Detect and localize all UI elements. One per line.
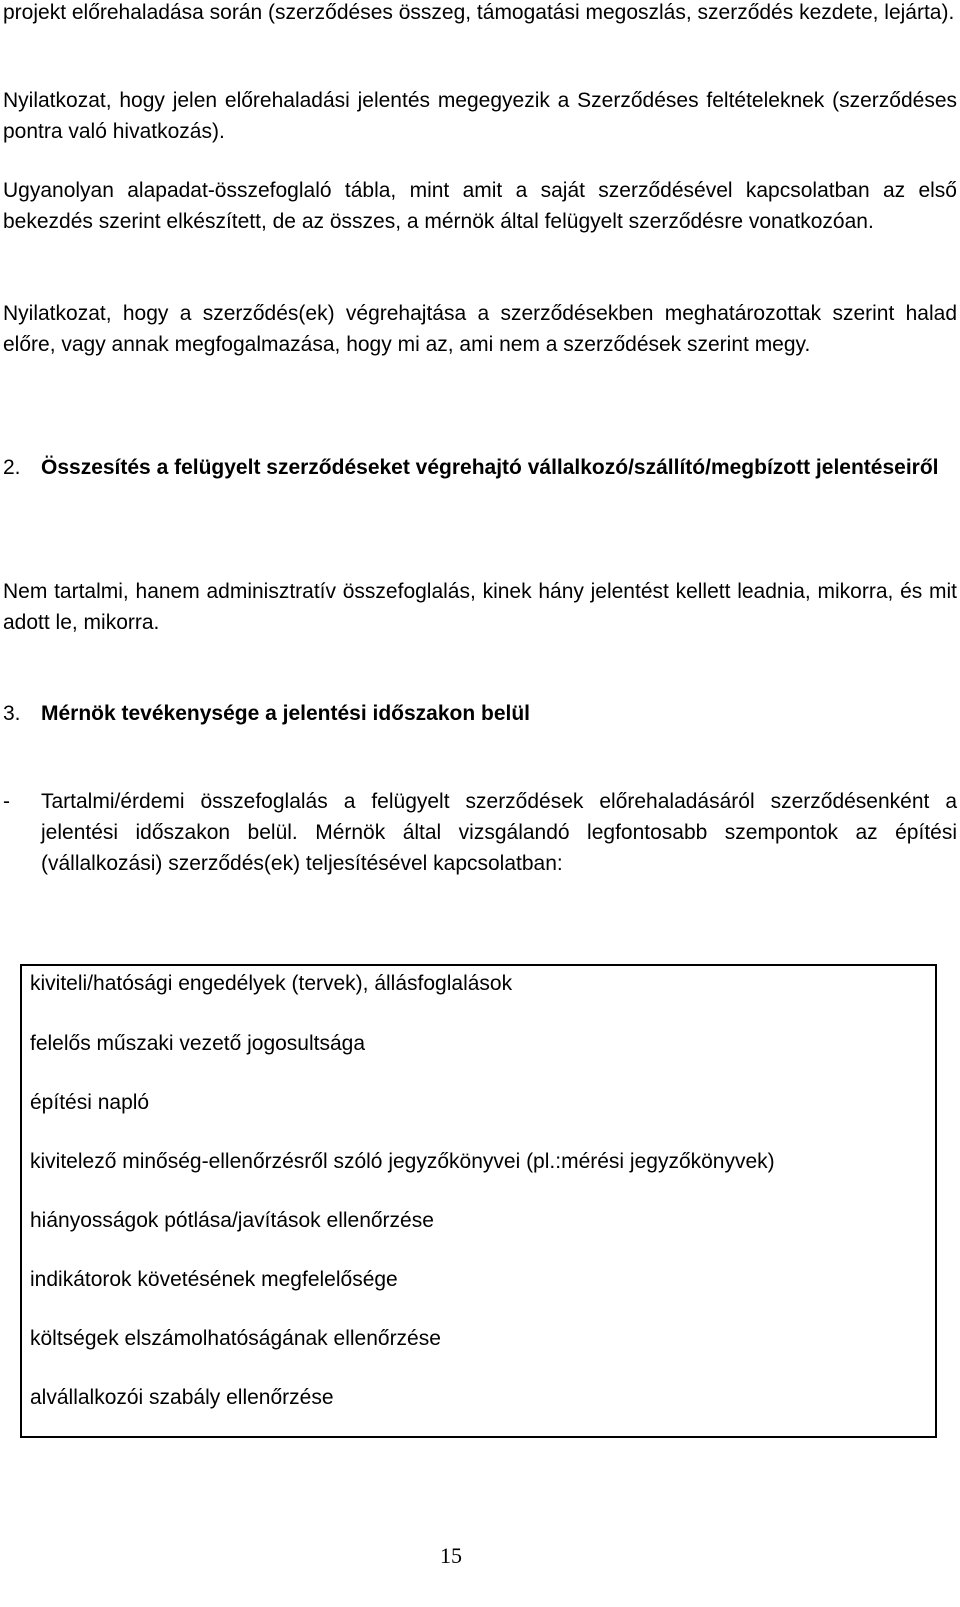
- bullet-dash: -: [3, 790, 10, 813]
- checklist-item: hiányosságok pótlása/javítások ellenőrzése: [30, 1209, 434, 1232]
- section-2-number: 2.: [3, 456, 21, 479]
- section-2-title: Összesítés a felügyelt szerződéseket végrehajtó vállalkozó/szállító/megbízott jelentéseiről: [41, 456, 939, 479]
- section-2-body: Nem tartalmi, hanem adminisztratív összefoglalás, kinek hány jelentést kellett leadnia, mikorra, és mit adott le, mikorra.: [3, 580, 957, 634]
- page-number: 15: [440, 1543, 462, 1568]
- paragraph-declaration-execution: Nyilatkozat, hogy a szerződés(ek) végrehajtása a szerződésekben meghatározottak szerint halad előre, vagy annak megfogalmazása, hogy mi az, ami nem a szerződések szerint megy.: [3, 302, 957, 356]
- paragraph-summary-table: Ugyanolyan alapadat-összefoglaló tábla, mint amit a saját szerződésével kapcsolatban az első bekezdés szerint elkészített, de az összes, a mérnök által felügyelt szerződésre vonatkozóan.: [3, 179, 957, 233]
- checklist-item: építési napló: [30, 1091, 150, 1114]
- paragraph-contract-progress: projekt előrehaladása során (szerződéses összeg, támogatási megoszlás, szerződés kezdete, lejárta).: [3, 1, 955, 24]
- checklist-item: kiviteli/hatósági engedélyek (tervek), állásfoglalások: [30, 972, 513, 995]
- checklist-item: indikátorok követésének megfelelősége: [30, 1268, 398, 1291]
- checklist-item: kivitelező minőség-ellenőrzésről szóló jegyzőkönyvei (pl.:mérési jegyzőkönyvek): [30, 1150, 775, 1173]
- checklist-item: alvállalkozói szabály ellenőrzése: [30, 1386, 334, 1409]
- checklist-item: költségek elszámolhatóságának ellenőrzése: [30, 1327, 441, 1350]
- section-2-heading: [3, 452, 957, 483]
- checklist-item: felelős műszaki vezető jogosultsága: [30, 1032, 366, 1055]
- checklist-box: [20, 964, 937, 1438]
- section-3-bullet: [3, 786, 957, 879]
- section-3-number: 3.: [3, 702, 21, 725]
- section-3-title: Mérnök tevékenysége a jelentési időszakon belül: [41, 702, 531, 725]
- section-3-bullet-text: Tartalmi/érdemi összefoglalás a felügyelt szerződések előrehaladásáról szerződésenként a jelentési időszakon belül. Mérnök által vizsgálandó legfontosabb szempontok az építési (vállalkozási) szerződés(ek) teljesítésével kapcsolatban:: [41, 790, 957, 875]
- section-3-heading: [3, 698, 957, 729]
- paragraph-declaration-conformity: Nyilatkozat, hogy jelen előrehaladási jelentés megegyezik a Szerződéses feltételeknek (szerződéses pontra való hivatkozás).: [3, 89, 957, 143]
